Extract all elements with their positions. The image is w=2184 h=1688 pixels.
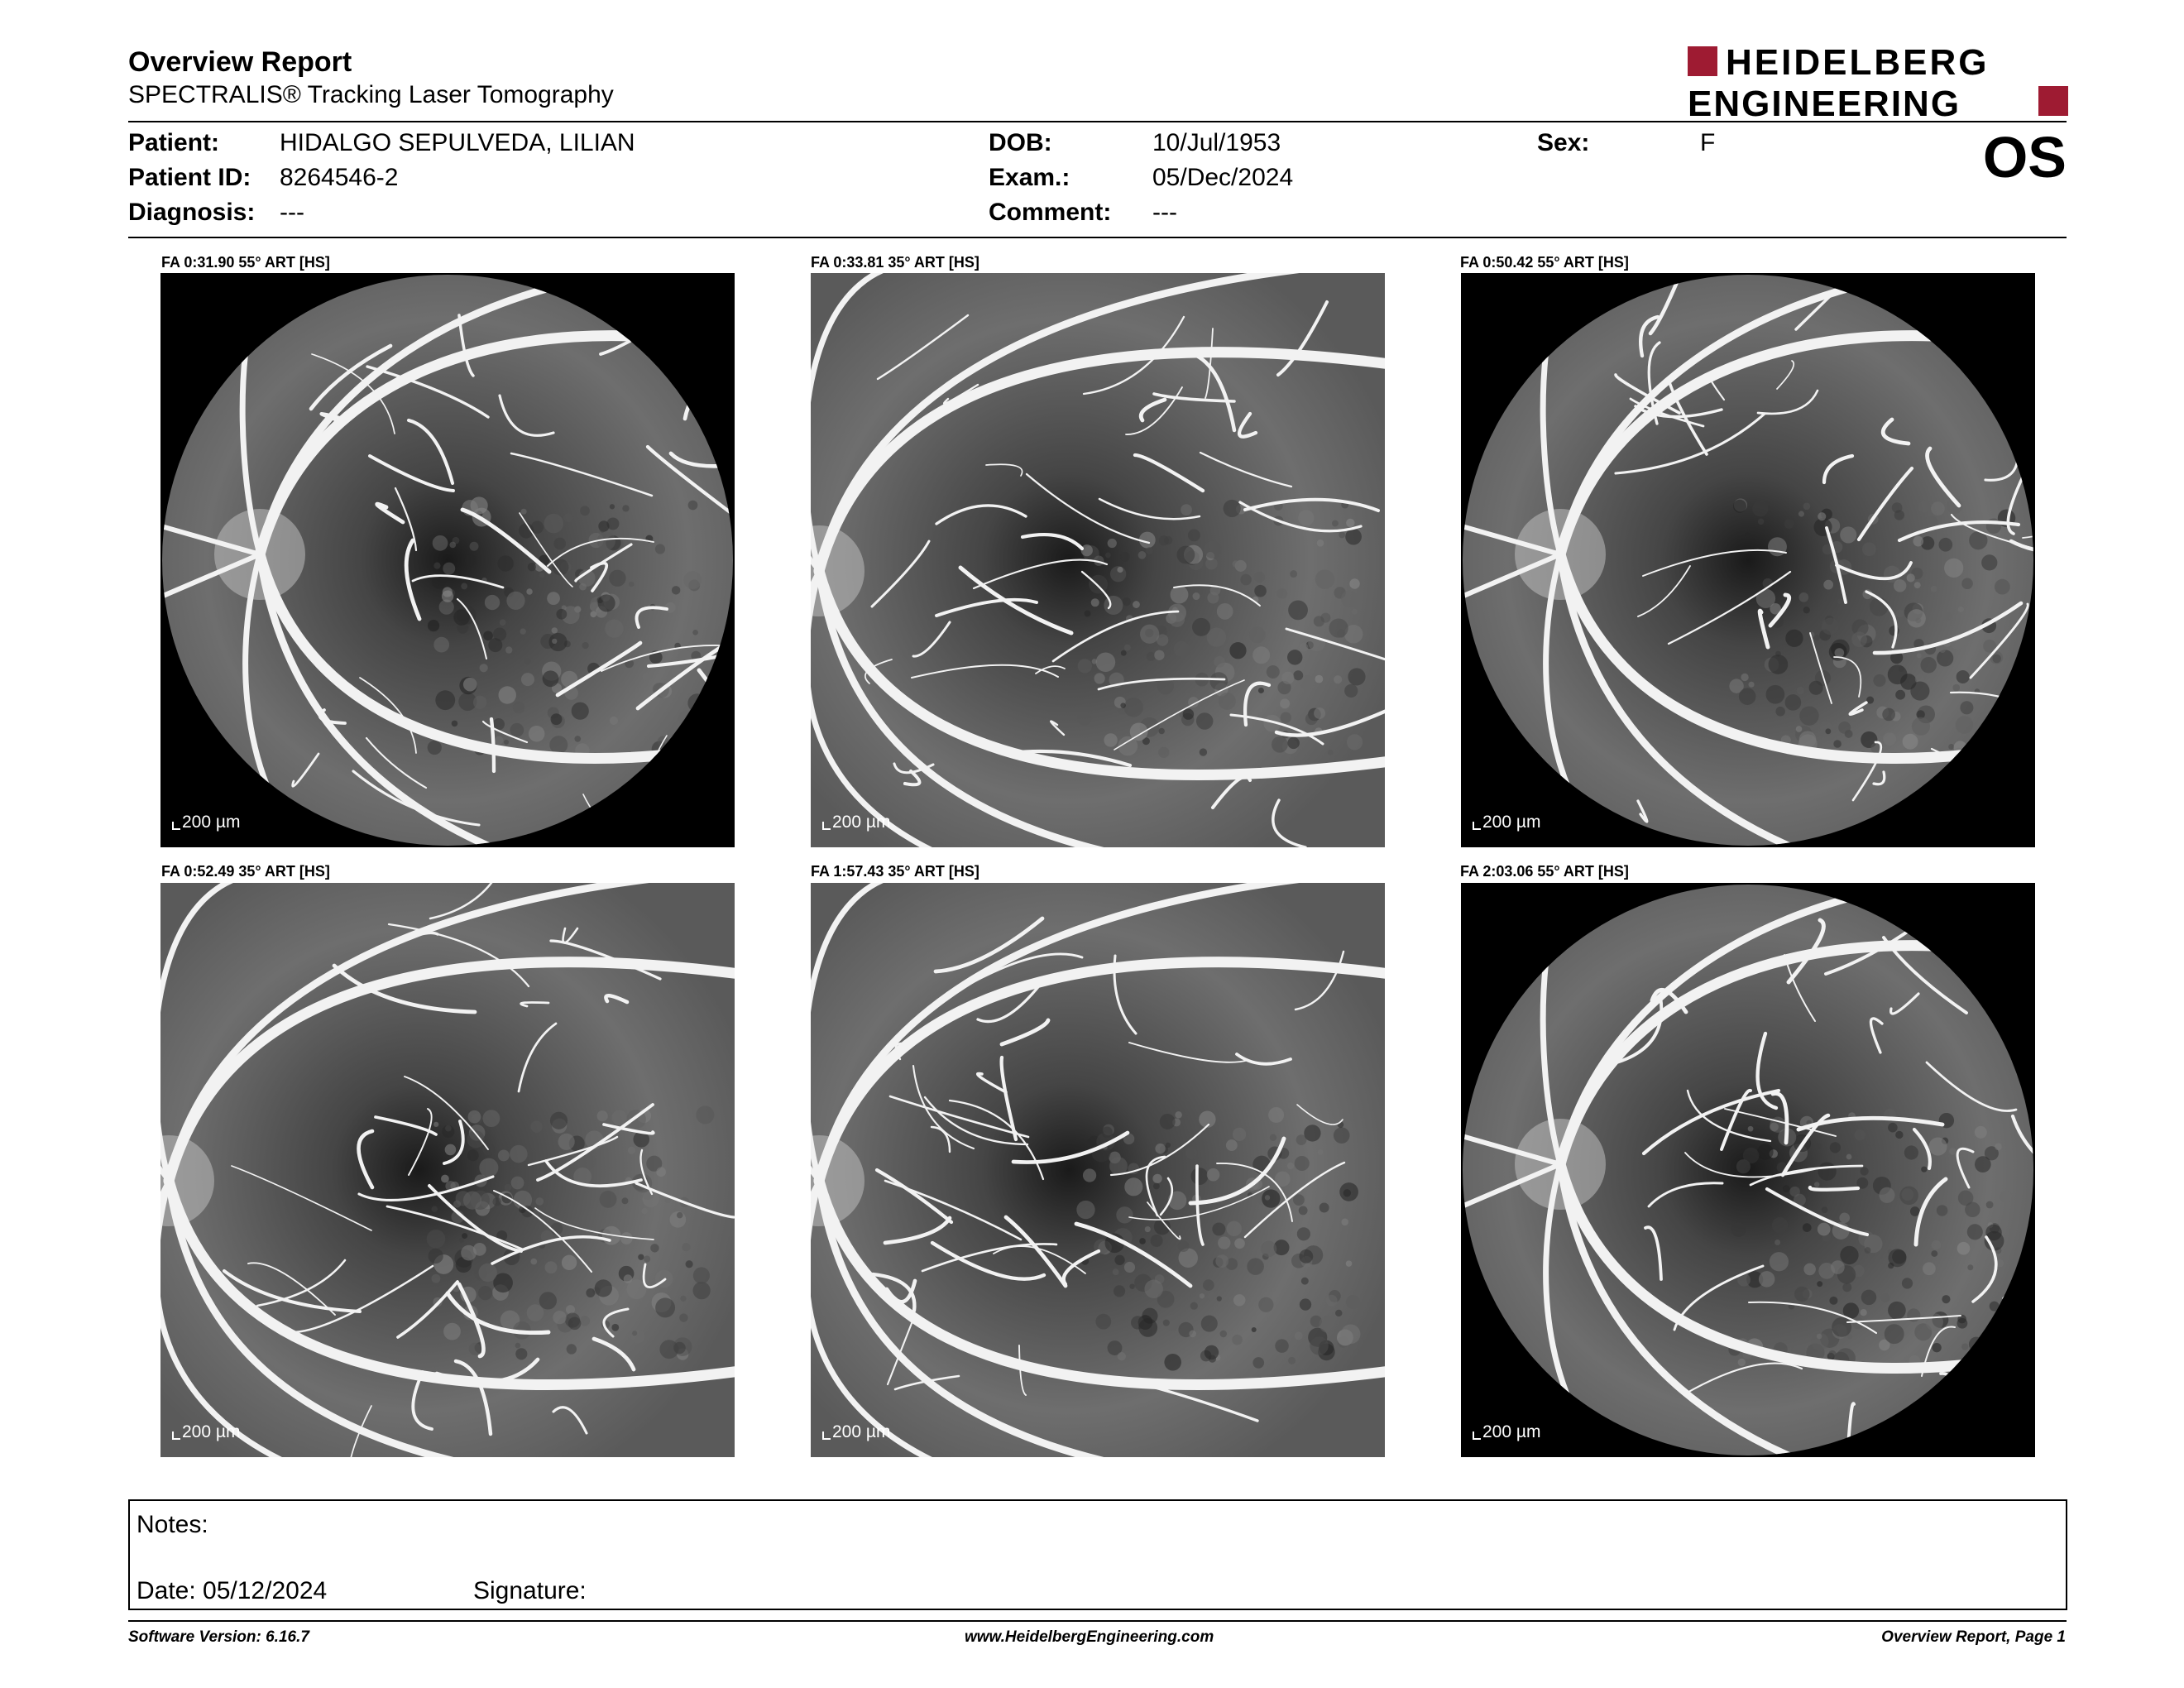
fundus-image[interactable] [160, 883, 735, 1457]
website-link[interactable]: www.HeidelbergEngineering.com [965, 1628, 1214, 1646]
image-caption: FA 1:57.43 35° ART [HS] [811, 863, 979, 880]
image-caption: FA 2:03.06 55° ART [HS] [1460, 863, 1629, 880]
fundus-image[interactable] [160, 273, 735, 847]
patient-label: Patient: [128, 129, 220, 156]
footer-divider [128, 1620, 2067, 1622]
fundus-image[interactable] [1461, 273, 2035, 847]
image-caption: FA 0:31.90 55° ART [HS] [161, 254, 330, 271]
image-caption: FA 0:50.42 55° ART [HS] [1460, 254, 1629, 271]
patient-id-label: Patient ID: [128, 164, 251, 191]
scale-bar: 200 µm [822, 813, 890, 832]
fundus-drawing [1461, 273, 2035, 847]
diagnosis-value: --- [280, 199, 304, 226]
scale-bar: 200 µm [1473, 1422, 1540, 1442]
scale-bar: 200 µm [822, 1422, 890, 1442]
fundus-drawing [811, 883, 1385, 1457]
scale-bar: 200 µm [1473, 813, 1540, 832]
eye-laterality: OS [1982, 125, 2067, 189]
logo-line2: ENGINEERING [1688, 84, 1961, 121]
fundus-image[interactable] [811, 883, 1385, 1457]
sex-value: F [1700, 129, 1716, 156]
scale-bar: 200 µm [172, 1422, 240, 1442]
header-divider [128, 121, 2067, 122]
fundus-drawing [1461, 883, 2035, 1457]
image-caption: FA 0:52.49 35° ART [HS] [161, 863, 330, 880]
fundus-drawing [811, 273, 1385, 847]
comment-label: Comment: [989, 199, 1112, 226]
image-caption: FA 0:33.81 35° ART [HS] [811, 254, 979, 271]
logo-line1: HEIDELBERG [1726, 42, 1990, 83]
exam-value: 05/Dec/2024 [1152, 164, 1294, 191]
sex-label: Sex: [1537, 129, 1590, 156]
notes-box[interactable] [128, 1499, 2067, 1610]
fundus-image[interactable] [811, 273, 1385, 847]
page-label: Overview Report, Page 1 [1881, 1628, 2066, 1646]
scale-bar: 200 µm [172, 813, 240, 832]
diagnosis-label: Diagnosis: [128, 199, 256, 226]
signature-label: Signature: [473, 1577, 587, 1604]
report-subtitle: SPECTRALIS® Tracking Laser Tomography [128, 81, 614, 108]
heidelberg-logo [1688, 41, 2068, 121]
patient-name: HIDALGO SEPULVEDA, LILIAN [280, 129, 635, 156]
software-version: Software Version: 6.16.7 [128, 1628, 309, 1646]
dob-label: DOB: [989, 129, 1052, 156]
dob-value: 10/Jul/1953 [1152, 129, 1281, 156]
exam-label: Exam.: [989, 164, 1070, 191]
report-title: Overview Report [128, 46, 352, 78]
fundus-image[interactable] [1461, 883, 2035, 1457]
fundus-drawing [160, 883, 735, 1457]
patient-divider [128, 237, 2067, 238]
fundus-drawing [160, 273, 735, 847]
date-label: Date: 05/12/2024 [136, 1577, 328, 1604]
notes-label: Notes: [136, 1511, 208, 1538]
patient-id: 8264546-2 [280, 164, 399, 191]
comment-value: --- [1152, 199, 1177, 226]
